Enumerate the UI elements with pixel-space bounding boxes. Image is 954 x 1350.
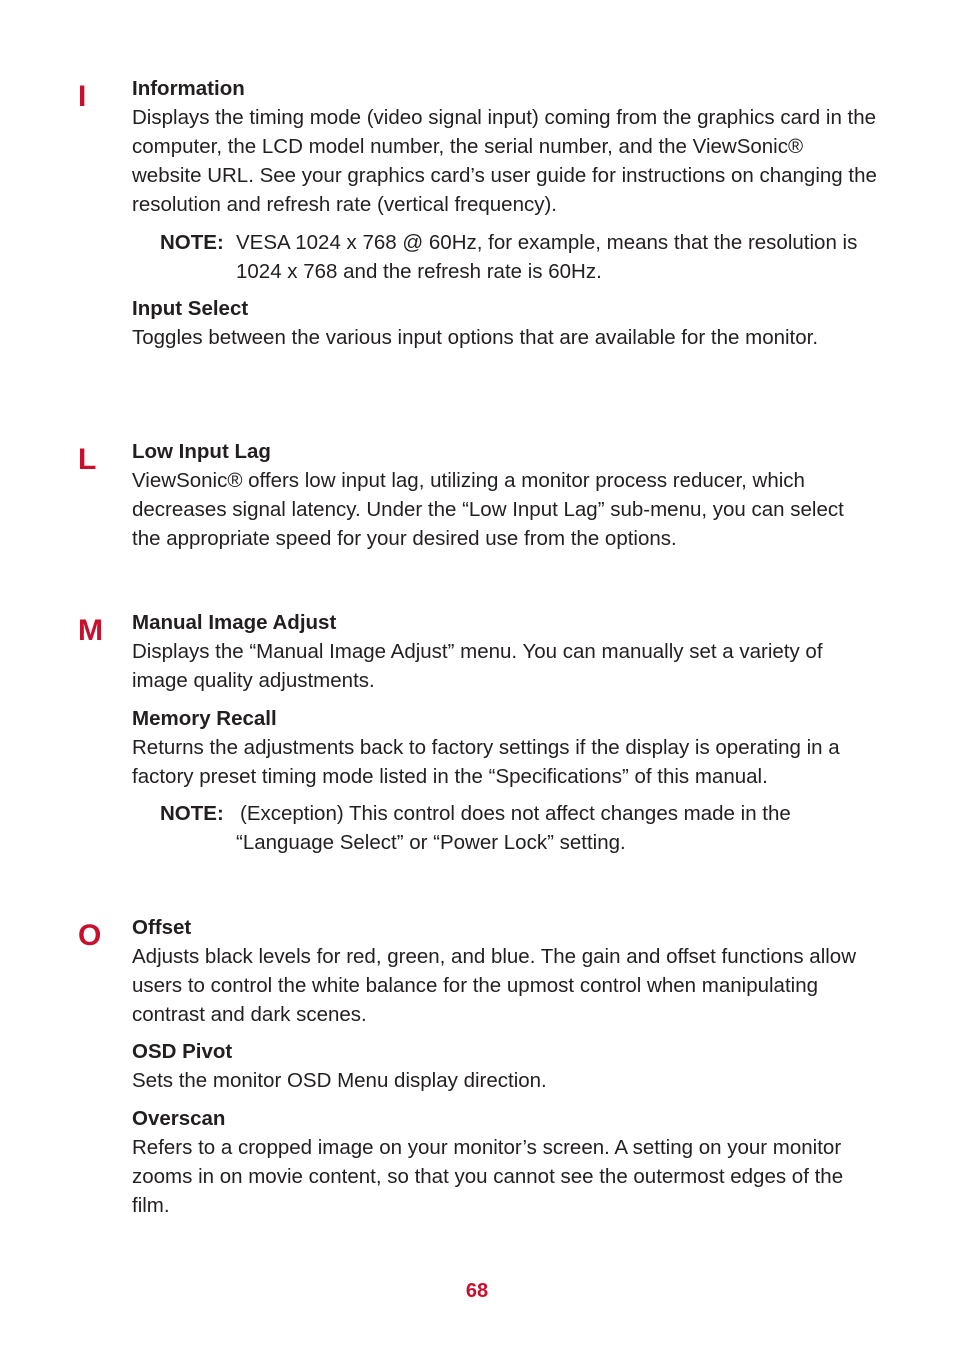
entry-osd-pivot — [132, 1037, 877, 1095]
desc-information: Displays the timing mode (video signal input) coming from the graphics card in the computer, the LCD model number, the serial number, and the ViewSonic® website URL. See your graphics card’s user guide for instructions on changing the resolution and refresh rate (vertical frequency). — [132, 106, 877, 216]
note-label: NOTE: — [160, 231, 224, 254]
entry-offset — [132, 913, 877, 1029]
desc-input-select: Toggles between the various input options that are available for the monitor. — [132, 326, 819, 349]
entry-low-input-lag — [132, 437, 877, 553]
section-letter-o: O — [78, 919, 102, 952]
desc-offset: Adjusts black levels for red, green, and blue. The gain and offset functions allow users to control the white balance for the upmost control when manipulating contrast and dark scenes. — [132, 945, 857, 1026]
section-letter-m: M — [78, 614, 103, 647]
page-number: 68 — [465, 1280, 489, 1302]
term-manual-image-adjust: Manual Image Adjust — [132, 611, 337, 634]
term-overscan: Overscan — [132, 1107, 226, 1130]
note-information — [160, 228, 880, 286]
note-text: VESA 1024 x 768 @ 60Hz, for example, means that the resolution is 1024 x 768 and the refresh rate is 60Hz. — [236, 231, 858, 283]
term-memory-recall: Memory Recall — [132, 707, 277, 730]
term-input-select: Input Select — [132, 297, 249, 320]
desc-low-input-lag: ViewSonic® offers low input lag, utilizing a monitor process reducer, which decreases signal latency. Under the “Low Input Lag” sub-menu, you can select the appropriate speed for your desired use from the options. — [132, 469, 844, 550]
section-letter-i: I — [78, 80, 87, 113]
section-letter-l: L — [78, 443, 97, 476]
entry-input-select — [132, 294, 877, 352]
desc-overscan: Refers to a cropped image on your monitor’s screen. A setting on your monitor zooms in on movie content, so that you cannot see the outermost edges of the film. — [132, 1136, 844, 1217]
entry-overscan — [132, 1104, 877, 1220]
desc-manual-image-adjust: Displays the “Manual Image Adjust” menu. You can manually set a variety of image quality adjustments. — [132, 640, 823, 692]
term-offset: Offset — [132, 916, 192, 939]
entry-information — [132, 74, 877, 219]
desc-memory-recall: Returns the adjustments back to factory settings if the display is operating in a factory preset timing mode listed in the “Specifications” of this manual. — [132, 736, 840, 788]
term-low-input-lag: Low Input Lag — [132, 440, 271, 463]
desc-osd-pivot: Sets the monitor OSD Menu display direction. — [132, 1069, 547, 1092]
note-text: (Exception) This control does not affect changes made in the “Language Select” or “Power Lock” setting. — [236, 802, 791, 854]
entry-manual-image-adjust — [132, 608, 877, 695]
entry-memory-recall — [132, 704, 877, 791]
note-memory-recall — [160, 799, 880, 857]
term-osd-pivot: OSD Pivot — [132, 1040, 233, 1063]
note-label: NOTE: — [160, 802, 224, 825]
term-information: Information — [132, 77, 245, 100]
